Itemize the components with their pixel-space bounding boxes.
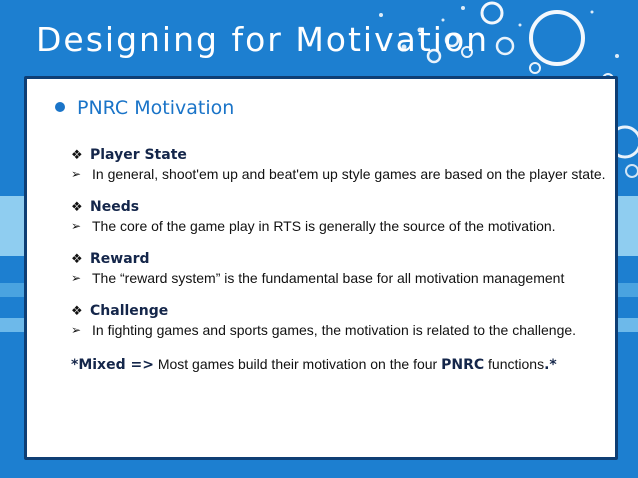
round-bullet-icon <box>55 102 65 112</box>
item-text <box>71 217 606 235</box>
content-panel <box>24 76 618 460</box>
diamond-bullet-icon: ❖ <box>71 304 83 319</box>
item-title <box>71 198 606 217</box>
item-text <box>71 269 606 287</box>
list-item-reward <box>71 250 606 287</box>
item-text-content: In fighting games and sports games, the motivation is related to the challenge. <box>92 322 577 338</box>
diamond-bullet-icon: ❖ <box>71 200 83 215</box>
item-title-text: Needs <box>90 199 140 215</box>
section-heading <box>55 97 234 119</box>
diamond-bullet-icon: ❖ <box>71 252 83 267</box>
section-heading-text: PNRC Motivation <box>77 97 235 119</box>
motivation-list <box>71 146 606 374</box>
summary-suffix: .* <box>544 357 557 373</box>
arrow-bullet-icon: ➢ <box>71 167 82 181</box>
slide-title: Designing for Motivation <box>36 20 490 59</box>
item-text-content: The core of the game play in RTS is generally the source of the motivation. <box>92 218 556 234</box>
summary-emphasis: PNRC <box>441 357 485 373</box>
summary-prefix: *Mixed => <box>71 357 154 373</box>
item-text <box>71 321 606 339</box>
item-title <box>71 146 606 165</box>
list-item-challenge <box>71 302 606 339</box>
summary-after: functions <box>484 356 545 372</box>
item-text-content: The “reward system” is the fundamental base for all motivation management <box>92 270 565 286</box>
item-title <box>71 302 606 321</box>
arrow-bullet-icon: ➢ <box>71 323 82 337</box>
summary-line <box>71 355 606 374</box>
item-text <box>71 165 606 183</box>
item-title-text: Challenge <box>90 303 169 319</box>
item-text-content: In general, shoot'em up and beat'em up style games are based on the player state. <box>92 166 606 182</box>
diamond-bullet-icon: ❖ <box>71 148 83 163</box>
item-title-text: Reward <box>90 251 150 267</box>
arrow-bullet-icon: ➢ <box>71 271 82 285</box>
list-item-player-state <box>71 146 606 183</box>
arrow-bullet-icon: ➢ <box>71 219 82 233</box>
item-title <box>71 250 606 269</box>
list-item-needs <box>71 198 606 235</box>
item-title-text: Player State <box>90 147 187 163</box>
summary-middle: Most games build their motivation on the four <box>153 356 442 372</box>
